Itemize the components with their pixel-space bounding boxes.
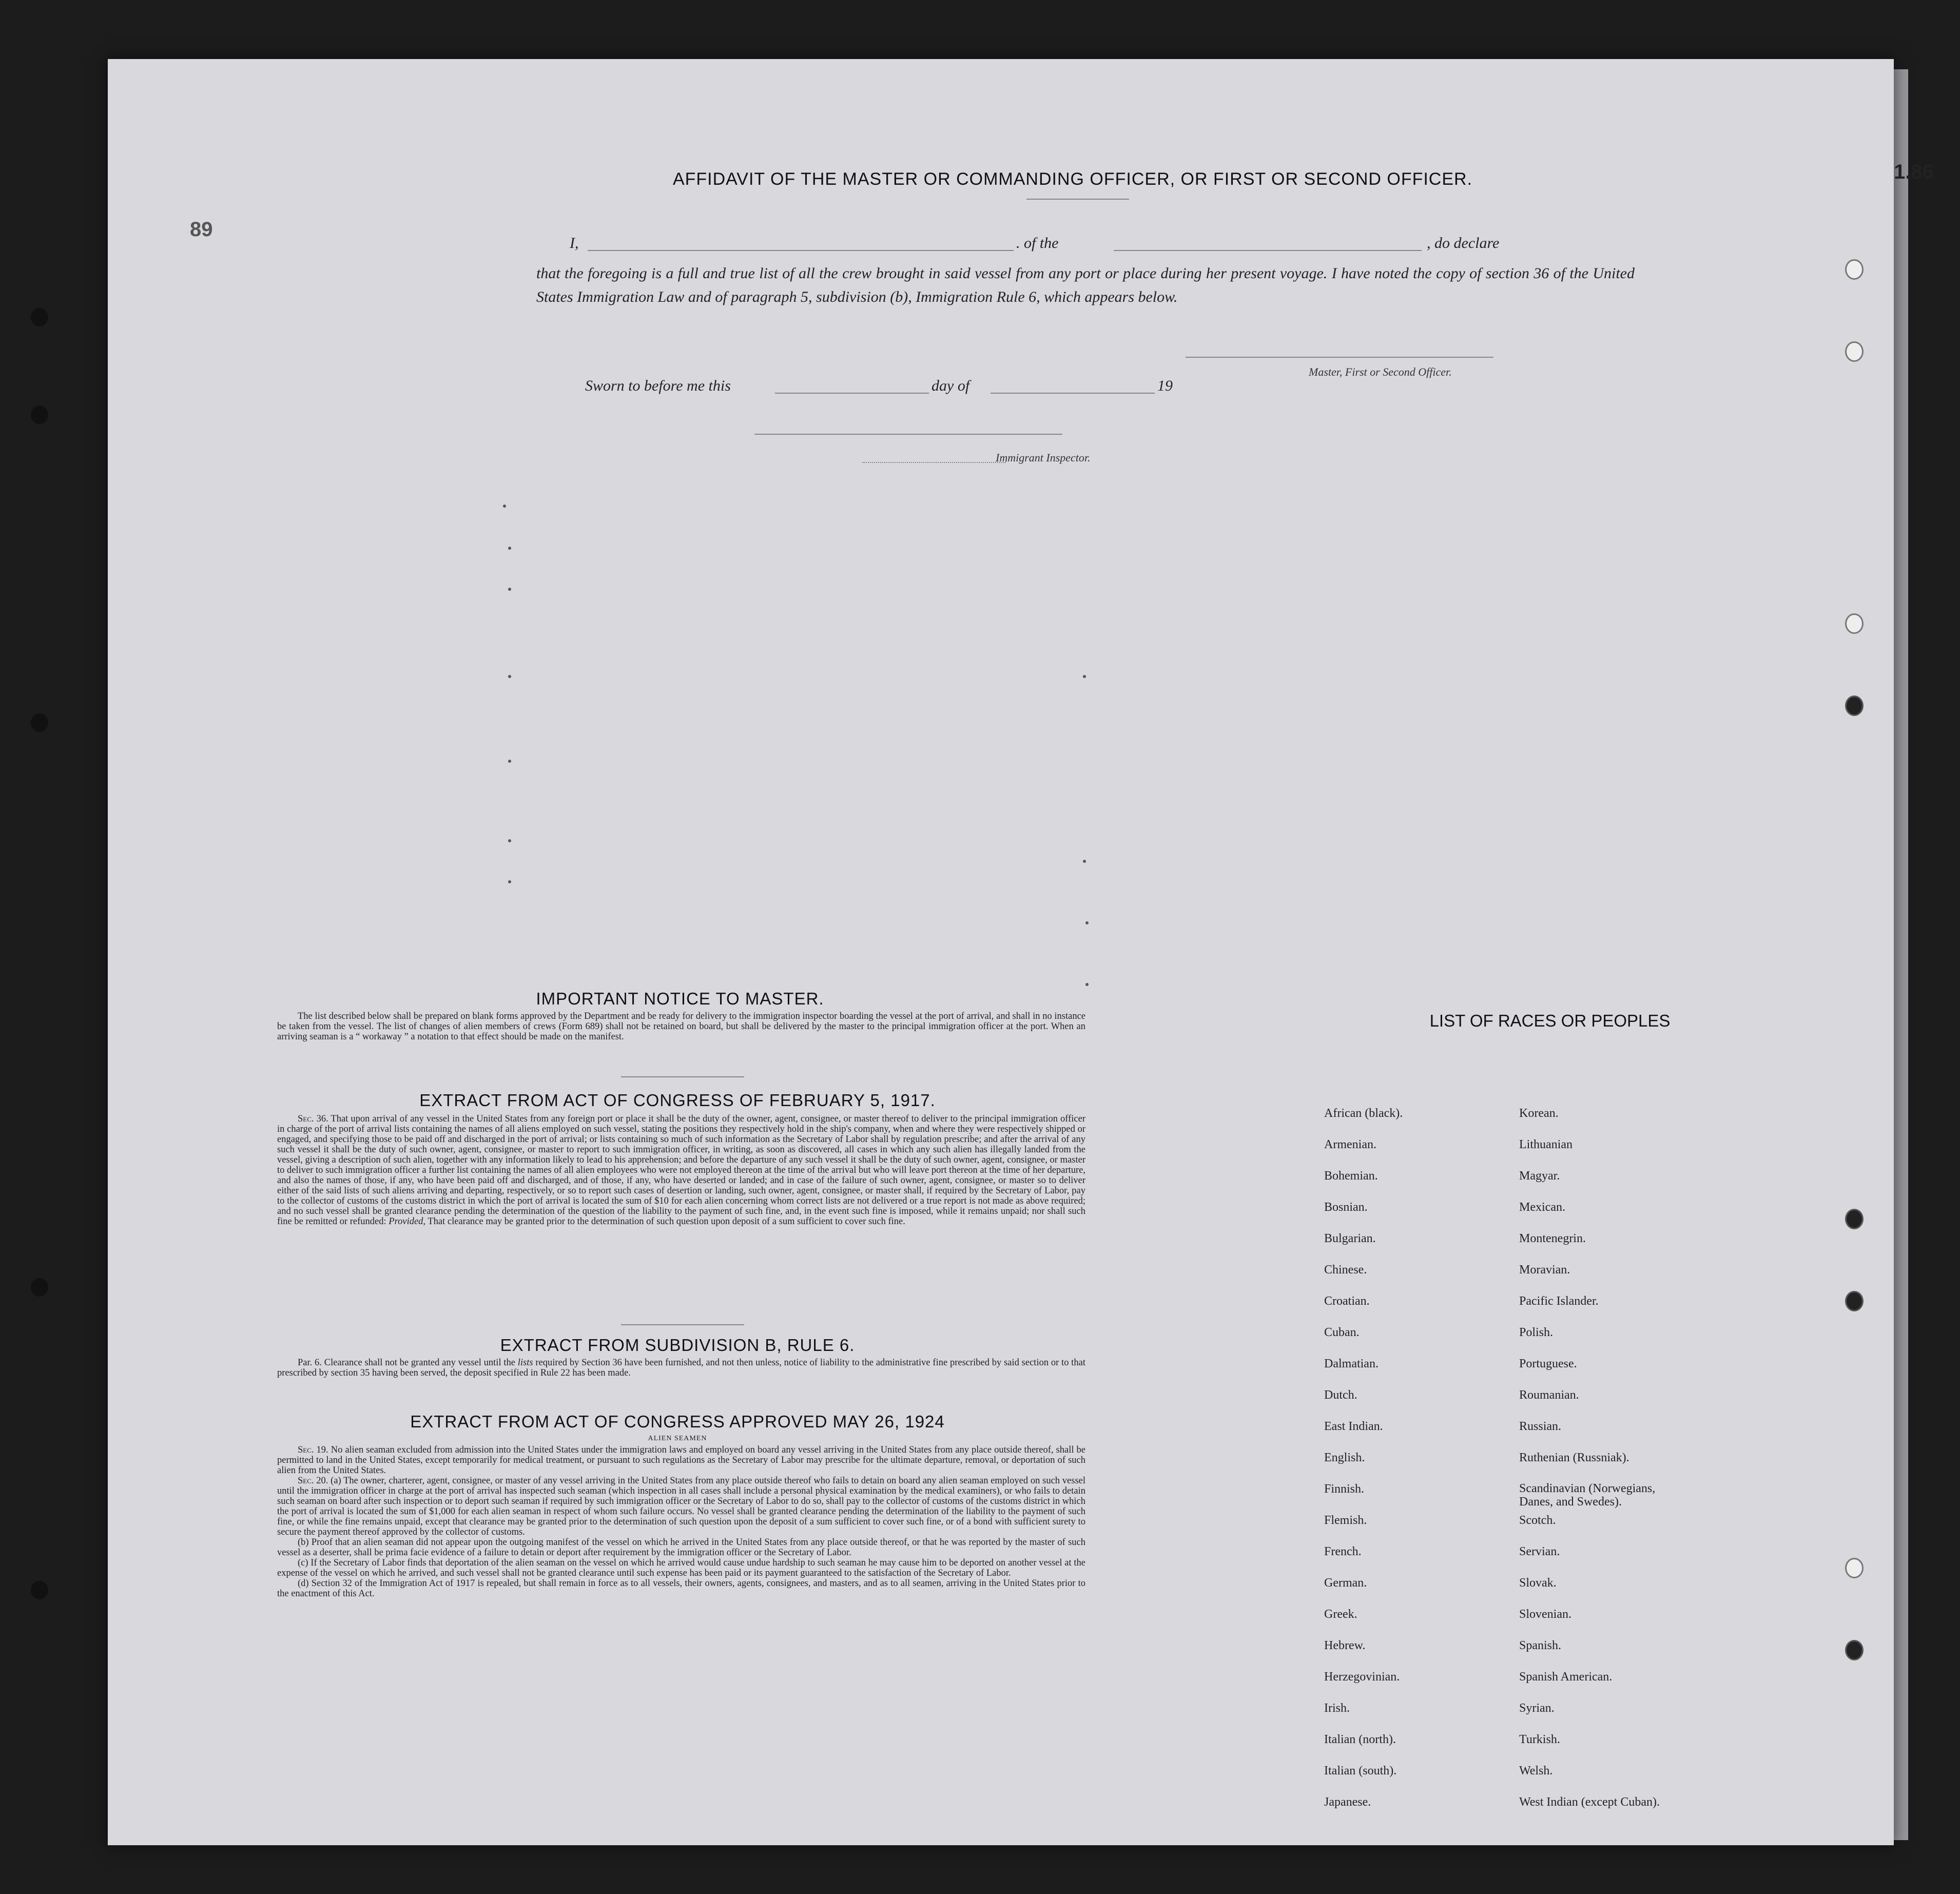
race-item: Bohemian. bbox=[1324, 1169, 1378, 1183]
do-declare-label: , do declare bbox=[1427, 235, 1500, 252]
bleed-mark bbox=[508, 675, 511, 678]
binder-hole bbox=[31, 713, 48, 732]
race-item: Flemish. bbox=[1324, 1514, 1367, 1527]
race-item: Japanese. bbox=[1324, 1795, 1371, 1809]
race-item: French. bbox=[1324, 1545, 1362, 1558]
races-left-column bbox=[1324, 1106, 1403, 1826]
race-item: Portuguese. bbox=[1519, 1357, 1577, 1370]
proviso-text: That clearance may be granted prior to the determination of such question upon deposit of a sum sufficient to cover such fine. bbox=[428, 1216, 905, 1227]
binder-hole bbox=[1845, 613, 1864, 634]
race-item: Irish. bbox=[1324, 1702, 1350, 1715]
race-item: Hebrew. bbox=[1324, 1639, 1366, 1652]
bleed-mark bbox=[508, 880, 511, 883]
race-item: Moravian. bbox=[1519, 1263, 1570, 1277]
binder-hole bbox=[1845, 1640, 1864, 1660]
bleed-mark bbox=[508, 547, 511, 550]
bleed-mark bbox=[1085, 921, 1089, 924]
race-item: Italian (south). bbox=[1324, 1764, 1397, 1777]
race-item: Welsh. bbox=[1519, 1764, 1553, 1777]
bleed-mark bbox=[508, 760, 511, 763]
declarant-name-line bbox=[588, 250, 1014, 251]
race-item: English. bbox=[1324, 1451, 1365, 1464]
master-signature-caption: Master, First or Second Officer. bbox=[1309, 365, 1452, 378]
race-item: Bosnian. bbox=[1324, 1201, 1368, 1214]
race-item: Lithuanian bbox=[1519, 1138, 1573, 1151]
race-item: Armenian. bbox=[1324, 1138, 1376, 1151]
clause-b: (b) Proof that an alien seaman did not appear upon the outgoing manifest of the vessel on which he arrived in the United States from any place outside thereof, or that he was reported by the master of such vessel as a deserter, shall be prima facie evidence of a failure to detain or deport after requirement by the immigration officer or the Secretary of Labor. bbox=[277, 1537, 1085, 1558]
binder-hole bbox=[31, 308, 48, 326]
clause-c: (c) If the Secretary of Labor finds that deportation of the alien seaman on the vessel on which he arrived would cause undue hardship to such seaman he may cause him to be deported on another vessel at the expense of the vessel on which he arrived, and such vessel shall not be granted clearance until such expense has been paid or its payment guaranteed to the satisfaction of the Secretary of Labor. bbox=[277, 1558, 1085, 1578]
extract-1924-body bbox=[277, 1445, 1085, 1599]
extract-1917-title: EXTRACT FROM ACT OF CONGRESS OF FEBRUARY 5, 1917. bbox=[419, 1091, 936, 1110]
race-item: Spanish. bbox=[1519, 1639, 1562, 1652]
bleed-mark bbox=[508, 588, 511, 591]
race-item: Bulgarian. bbox=[1324, 1232, 1376, 1245]
paragraph-text-after: required by Section 36 have been furnished, and not then unless, notice of liability to the administrative fine prescribed by said section or to that prescribed by section 35 having been served, the deposit specified in Rule 22 has been made. bbox=[277, 1358, 1086, 1378]
race-item: Magyar. bbox=[1519, 1169, 1560, 1183]
day-of-label: day of bbox=[932, 377, 970, 394]
race-item: Mexican. bbox=[1519, 1201, 1565, 1214]
year-prefix: 19 bbox=[1157, 377, 1173, 394]
declarant-prefix: I, bbox=[570, 235, 579, 252]
binder-hole bbox=[1845, 1291, 1864, 1311]
inspector-signature-line bbox=[754, 434, 1062, 435]
race-item: West Indian (except Cuban). bbox=[1519, 1795, 1660, 1809]
affidavit-paragraph: that the foregoing is a full and true list of all the crew brought in said vessel from any port or place during her present voyage. I have noted the copy of section 36 of the United States Immigration Law and of paragraph 5, subdivision (b), Immigration Rule 6, which appears below. bbox=[536, 265, 1635, 305]
race-item: Italian (north). bbox=[1324, 1733, 1396, 1746]
race-item: Spanish American. bbox=[1519, 1670, 1613, 1684]
race-item: Turkish. bbox=[1519, 1733, 1560, 1746]
bleed-mark bbox=[1085, 983, 1089, 986]
race-item: Herzegovinian. bbox=[1324, 1670, 1400, 1684]
divider bbox=[621, 1076, 744, 1077]
sec19-text: No alien seaman excluded from admission into the United States under the immigration laws and employed on board any vessel arriving in the United States from any place outside thereof, shall be permitted to land in the United States, except temporarily for medical treatment, or pursuant to such regulations as the Secretary of Labor may prescribe for the ultimate departure, removal, or deportation of such alien from the United States. bbox=[277, 1445, 1085, 1476]
race-item: Slovak. bbox=[1519, 1576, 1557, 1590]
races-right-column bbox=[1519, 1106, 1689, 1826]
binder-hole bbox=[1845, 341, 1864, 362]
race-item: Slovenian. bbox=[1519, 1608, 1571, 1621]
section-label: Sec. 36. bbox=[298, 1114, 328, 1124]
race-item: Polish. bbox=[1519, 1326, 1554, 1339]
race-item: Dalmatian. bbox=[1324, 1357, 1379, 1370]
paragraph-text-before: Clearance shall not be granted any vessel until the bbox=[324, 1358, 515, 1368]
bleed-mark bbox=[503, 505, 506, 508]
race-item: Scotch. bbox=[1519, 1514, 1556, 1527]
race-item: German. bbox=[1324, 1576, 1367, 1590]
proviso-label: Provided, bbox=[389, 1216, 426, 1227]
page-number-left: 89 bbox=[190, 218, 213, 241]
race-item: African (black). bbox=[1324, 1107, 1403, 1120]
clause-d: (d) Section 32 of the Immigration Act of 1917 is repealed, but shall remain in force as to all vessels, their owners, agents, consignees, and masters, and as to all seamen, arriving in the United States prior to the enactment of this Act. bbox=[277, 1578, 1085, 1599]
sec19-label: Sec. 19. bbox=[298, 1445, 328, 1455]
race-item: Syrian. bbox=[1519, 1702, 1555, 1715]
master-signature-line bbox=[1186, 357, 1493, 358]
binder-hole bbox=[1845, 259, 1864, 280]
inspector-signature-line bbox=[862, 462, 1006, 463]
race-item: Roumanian. bbox=[1519, 1388, 1579, 1402]
binder-hole bbox=[1845, 1209, 1864, 1229]
race-item: Pacific Islander. bbox=[1519, 1294, 1599, 1308]
binder-hole bbox=[1845, 1558, 1864, 1578]
race-item: Scandinavian (Norwegians, Danes, and Swedes). bbox=[1519, 1482, 1656, 1509]
sworn-month-line bbox=[991, 393, 1155, 394]
sworn-prefix: Sworn to before me this bbox=[585, 377, 731, 394]
binder-hole bbox=[1845, 695, 1864, 716]
sec20-label: Sec. 20. bbox=[298, 1476, 328, 1486]
vessel-name-line bbox=[1114, 250, 1422, 251]
race-item: Greek. bbox=[1324, 1608, 1357, 1621]
notice-title: IMPORTANT NOTICE TO MASTER. bbox=[536, 989, 824, 1008]
extract-rule6-title: EXTRACT FROM SUBDIVISION B, RULE 6. bbox=[500, 1336, 855, 1355]
sworn-day-line bbox=[775, 393, 929, 394]
of-the-label: . of the bbox=[1016, 235, 1059, 252]
sec20-text: (a) The owner, charterer, agent, consignee, or master of any vessel arriving in the United States from any place outside thereof who fails to detain on board any alien seaman employed on such vessel until the immigration officer in charge at the port of arrival has inspected such seaman (which inspection in all cases shall include a personal physical examination by the medical examiners), or who fails to detain such seaman on board after such inspection or to deport such seaman if required by such immigration officer or the Secretary of Labor to do so, shall pay to the collector of customs of the customs district in which the port of arrival is located the sum of $1,000 for each alien seaman in respect of whom such failure occurs. No vessel shall be granted clearance pending the determination of the liability to the payment of such fine, or while the fine remains unpaid, except that clearance may be granted prior to the determination of such question upon the deposit of a sum sufficient to cover such fine, or of a bond with sufficient surety to secure the payment thereof approved by the collector of customs. bbox=[277, 1476, 1085, 1537]
binder-hole bbox=[31, 405, 48, 424]
race-item: Dutch. bbox=[1324, 1388, 1357, 1402]
extract-1924-title: EXTRACT FROM ACT OF CONGRESS APPROVED MAY 26, 1924 bbox=[410, 1412, 945, 1431]
race-item: Russian. bbox=[1519, 1420, 1562, 1433]
page-edge-shadow bbox=[1894, 69, 1908, 1840]
affidavit-title: AFFIDAVIT OF THE MASTER OR COMMANDING OFFICER, OR FIRST OR SECOND OFFICER. bbox=[672, 169, 1473, 189]
race-item: Cuban. bbox=[1324, 1326, 1360, 1339]
binder-hole bbox=[31, 1581, 48, 1599]
section-text: That upon arrival of any vessel in the United States from any foreign port or place it shall be the duty of the owner, agent, consignee, or master thereof to deliver to the principal immigration officer in charge of the port of arrival lists containing the names of all aliens employed on such vessel, stating the positions they respectively hold in the ship's company, when and where they were respectively shipped or engaged, and specifying those to be paid off and discharged in the port of arrival; or lists containing so much of such information as the Secretary of Labor shall by regulation prescribe; and after the arrival of any such vessel it shall be the duty of such owner, agent, consignee, or master to report to such immigration officer, in writing, as soon as discovered, all cases in which any such alien has illegally landed from the vessel, giving a description of such alien, together with any information likely to lead to his apprehension; and before the departure of any such vessel it shall be the duty of such owner, agent, consignee, or master to deliver to such immigration officer a further list containing the names of all alien employees who were not employed thereon at the time of the arrival but who will leave port thereon at the time of her departure, and also the names of those, if any, who have been paid off and discharged, and of those, if any, who have deserted or landed; and in case of the failure of such owner, agent, consignee, or master so to deliver either of the said lists of such aliens arriving and departing, respectively, or so to report such cases of desertion or landing, such owner, agent, consignee, or master shall, if required by the Secretary of Labor, pay to the collector of customs of the customs district in which the port of arrival is located the sum of $10 for each alien concerning whom correct lists are not delivered or a true report is not made as above required; and no such vessel shall be granted clearance pending the determination of the question of the liability to the payment of such fine, and, in the event such fine is imposed, while it remains unpaid; nor shall such fine be remitted or refunded: bbox=[277, 1114, 1085, 1227]
bleed-mark bbox=[1083, 675, 1086, 678]
extract-rule6-body bbox=[277, 1358, 1085, 1378]
divider bbox=[621, 1324, 744, 1325]
race-item: Servian. bbox=[1519, 1545, 1560, 1558]
lists-word: lists bbox=[517, 1358, 533, 1368]
races-title: LIST OF RACES OR PEOPLES bbox=[1429, 1011, 1671, 1030]
race-item: Ruthenian (Russniak). bbox=[1519, 1451, 1629, 1464]
race-item: Croatian. bbox=[1324, 1294, 1370, 1308]
document-page bbox=[108, 59, 1934, 1845]
race-item: Korean. bbox=[1519, 1107, 1559, 1120]
race-item: Finnish. bbox=[1324, 1482, 1365, 1496]
extract-1917-body bbox=[277, 1114, 1085, 1227]
extract-1924-subtitle: ALIEN SEAMEN bbox=[648, 1435, 707, 1442]
notice-body: The list described below shall be prepared on blank forms approved by the Department and be ready for delivery to the immigration inspector boarding the vessel at the port of arrival, and shall in no instance be taken from the vessel. The list of changes of alien members of crews (Form 689) shall not be retained on board, but shall be delivered by the master to the principal immigration officer at the port. When an arriving seaman is a “ workaway ” a notation to that effect should be made on the manifest. bbox=[277, 1011, 1085, 1042]
paragraph-label: Par. 6. bbox=[298, 1358, 322, 1368]
race-item: Montenegrin. bbox=[1519, 1232, 1586, 1245]
binder-hole bbox=[31, 1278, 48, 1297]
divider bbox=[1026, 199, 1129, 200]
page-number-right: 1.86 bbox=[1894, 161, 1934, 183]
inspector-caption: Immigrant Inspector. bbox=[996, 451, 1091, 464]
bleed-mark bbox=[1083, 860, 1086, 863]
race-item: East Indian. bbox=[1324, 1420, 1383, 1433]
race-item: Chinese. bbox=[1324, 1263, 1367, 1277]
bleed-mark bbox=[508, 839, 511, 842]
